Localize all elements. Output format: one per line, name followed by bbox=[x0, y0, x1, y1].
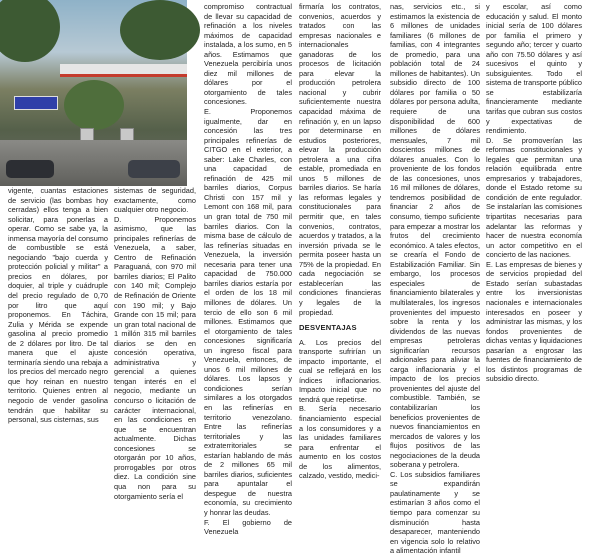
paragraph: E. Proponemos igualmente, dar en concesión las tres principales refinerías de CITGO en el exterior, a saber: Lake Charles, con una capacidad de refinación de 425 mil barriles diarios, Corpus Christi con 157 mil y Lemont con 168 mil, para un gran total de 750 mil barriles diarios. Con la misma base de cálculo de las refinerías situadas en Venezuela, la inversión necesaria para tener una capacidad de 750.000 barriles diarios estaría por el orden de los 18 mil millones de dólares. Un tercio de ello son 6 mil millones. Estimamos que el otorgamiento de tales concesiones significaría un ingreso fiscal para Venezuela, entonces, de unos 6 mil millones de dólares. Los lapsos y condiciones serían similares a los otorgados en las refinerías en territorio venezolano. Entre las refinerías territoriales y las extraterritoriales se estarían hablando de más de 2 millones 65 mil barriles diarios, suficientes para apuntalar el despegue de nuestra economía, su crecimiento y honrar las deudas. bbox=[204, 107, 292, 517]
paragraph: y escolar, así como educación y salud. El monto inicial sería de 100 dólares por familia el primero y segundo año; tercer y cuarto año con 75.50 dólares y así sucesivos el quinto y subsiguientes. Todo el sistema de transporte público se estabilizaría financieramente mediante tarifas que cubran sus costos y expectativas de rendimiento. bbox=[486, 2, 582, 136]
section-heading: DESVENTAJAS bbox=[299, 323, 357, 333]
paragraph: firmaría los contratos, convenios, acuerdos y tratados con las empresas nacionales e internacionales ganadoras de los procesos de licitación para elevar la producción petrolera nacional y cubrir suficientemente nuestra capacidad máxima de refinación y, en un lapso por determinarse en estudios posteriores, elevar la producción petrolera a una cifra estable, promediada en unos 5 millones de barriles diarios. Se haría las reformas legales y constitucionales para permitir que, en tales convenios, contratos, acuerdos y tratados, a la inversión privada se le permita poseer hasta un 75% de la propiedad. En cada negociación se establecerían las condiciones financieras y legales de la propiedad. bbox=[299, 2, 381, 317]
paragraph: F. El gobierno de Venezuela bbox=[204, 517, 292, 537]
paragraph: sistemas de seguridad, exactamente, como cualquier otro negocio. bbox=[114, 186, 196, 215]
column-4 bbox=[299, 2, 381, 481]
tree-canopy bbox=[120, 0, 200, 60]
column-1 bbox=[8, 186, 108, 425]
paragraph: C. Los subsidios familiares se expandirán paulatinamente y se estimarían 3 años como el tiempo para comenzar su disminución hasta desaparecer, manteniendo en vigencia solo lo relativo a alimentación infantil bbox=[390, 469, 480, 556]
tree-canopy bbox=[64, 80, 124, 130]
gas-station-photo bbox=[0, 0, 187, 186]
column-5 bbox=[390, 2, 480, 556]
paragraph: D. Proponemos asimismo, que las principales refinerías de Venezuela, a saber, Centro de Refinación Paraguaná, con 970 mil barriles diarios; El Palito con 140 mil; Complejo de Refinación de Oriente con 190 mil; y Bajo Grande con 15 mil; para un gran total nacional de 1 millón 315 mil barriles diarios se den en concesión operativa, administrativa y gerencial a quienes tengan interés en el negocio, mediante un concurso o licitación de carácter internacional, en las condiciones en que se encuentran actualmente. Dichas concesiones se otorgarán por 10 años, prorrogables por otros diez. La condición sine qua non para su otorgamiento sería el bbox=[114, 214, 196, 501]
car bbox=[128, 160, 180, 178]
station-sign bbox=[14, 96, 58, 110]
car bbox=[6, 160, 54, 178]
paragraph: B. Sería necesario financiamiento especial a los consumidores y a las unidades familiares para enfrentar el aumento en los costos de los alimentos, calzado, vestido, medici- bbox=[299, 404, 381, 481]
paragraph: compromiso contractual de llevar su capacidad de refinación a los niveles máximos de capacidad instalada, a los sumo, en 5 años. Estimamos que Venezuela percibiría unos diez mil millones de dólares por el otorgamiento de tales concesiones. bbox=[204, 2, 292, 107]
paragraph: nas, servicios etc., si estimamos la existencia de 6 millones de unidades familiares (6 millones de familias, con 4 integrantes de promedio, para una población total de 24 millones de habitantes). Un subsidio directo de 100 dólares por familia o 50 dólares por persona adulta, requiere de una disponibilidad de 600 millones de dólares mensuales, 7 mil doscientos millones de dólares anuales. Con lo proveniente de los fondos de las concesiones, unos 16 mil millones de dólares, tendremos posibilidad de financiar 2 años de consumo, tiempo suficiente para empezar a mostrar los frutos del crecimiento económico. A tales efectos, se crearía el Fondo de Estabilización Familiar. Sin embargo, los procesos especiales de financiamiento bilaterales y multilaterales, los ingresos provenientes del impuesto sobre la renta y los dividendos de las nuevas empresas petroleras significarían recursos adicionales para aliviar la carga inflacionaria y el impacto de los precios provenientes del ajuste del combustible. También, se contabilizarían los beneficios provenientes de nuevos financiamientos en mercados de valores y los flujos positivos de las negociaciones de la deuda soberana y petrolera. bbox=[390, 2, 480, 470]
column-2 bbox=[114, 186, 196, 501]
tree-canopy bbox=[0, 0, 60, 62]
paragraph: D. Se promoverían las reformas constitucionales y legales que permitan una relación equilibrada entre empresarios y trabajadores, donde el Estado retome su condición de ente regulador. Se instalarían las comisiones tripartitas necesarias para adelantar las reformas y hacer de nuestra economía un actor competitivo en el concierto de las naciones. bbox=[486, 135, 582, 260]
paragraph: E. Las empresas de bienes y de servicios propiedad del Estado serían subastadas entre los inversionistas nacionales e internacionales interesados en poseer y administrar las mismas, y los fondos provenientes de dichas ventas y liquidaciones pasarían a engrosar las fuentes de financiamiento de los distintos programas de subsidio directo. bbox=[486, 259, 582, 384]
station-canopy bbox=[60, 64, 187, 77]
column-6 bbox=[486, 2, 582, 384]
paragraph: A. Los precios del transporte sufrirían un impacto importante, el cual se reflejará en los índices inflacionarios. Impacto inicial que no tendrá que repetirse. bbox=[299, 337, 381, 404]
paragraph: vigente, cuantas estaciones de servicio (las bombas hoy cerradas) ellos tenga a bien solicitar, para ponerlas a operar. Como se sabe ya, la inmensa mayoría del consumo de combustible se está negociando "bajo cuerda y protección policial y militar" a precios en dólares, por doquier, al triple y cuádruple del precio regulado de 0,70 por litro que aquí proponemos. En Táchira, Zulia y Mérida se expende gasolina al precio promedio de 2 dólares por litro. De tal manera que el ajuste terminaría siendo una rebaja a los precios del mercado negro que hoy reinan en nuestro territorio. Quienes entren al negocio de vender gasolina tendrán que habilitar su personal, sus cisternas, sus bbox=[8, 186, 109, 425]
column-3 bbox=[204, 2, 292, 537]
